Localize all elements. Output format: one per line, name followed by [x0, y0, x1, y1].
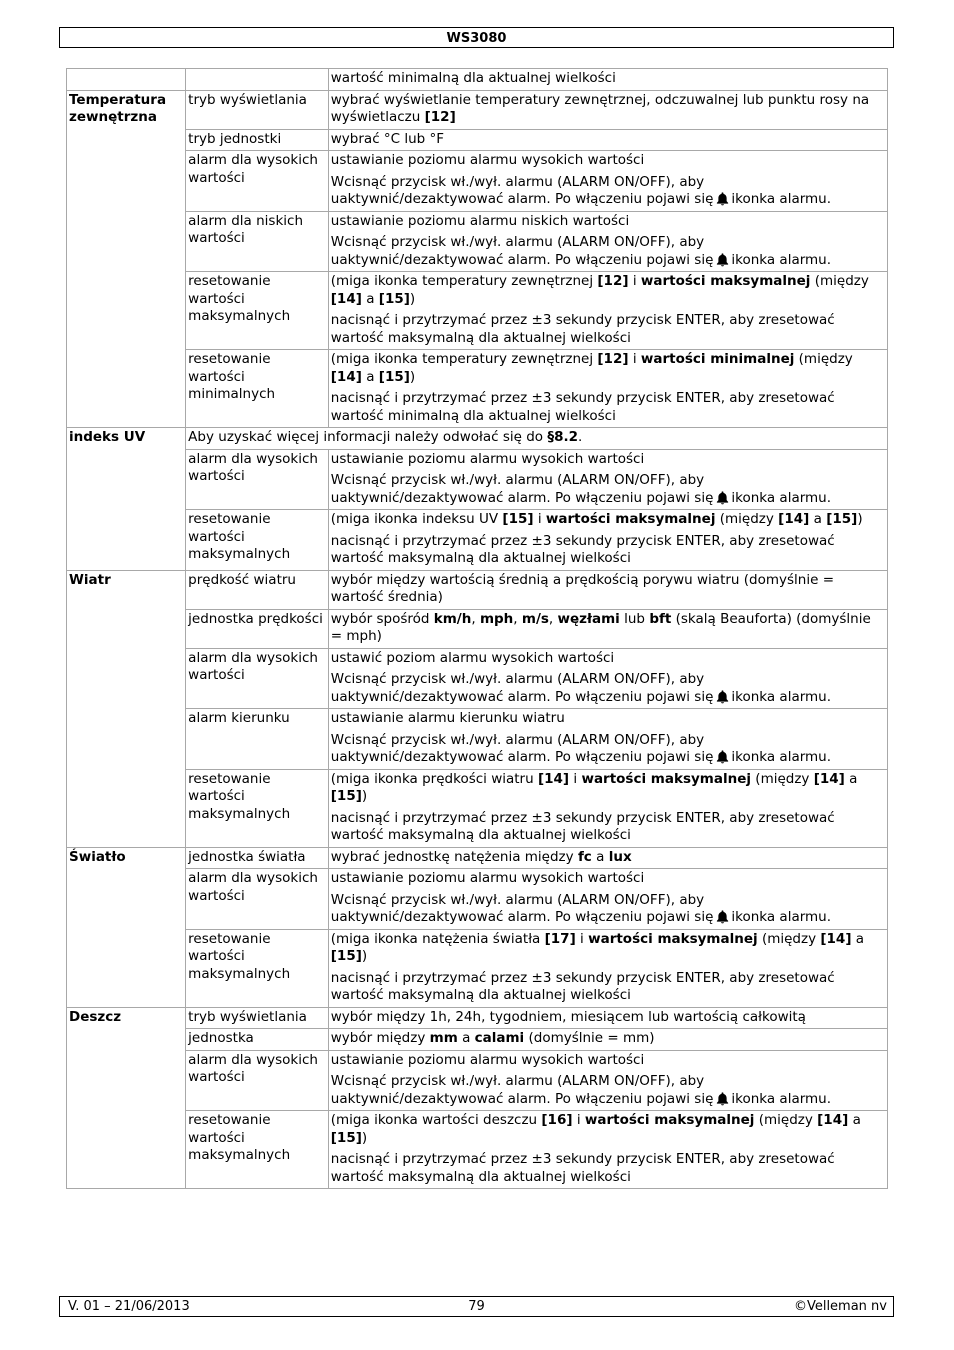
table-row	[67, 709, 888, 770]
desc-text: a	[366, 368, 375, 385]
desc-text: i	[573, 770, 578, 787]
table-row	[67, 1029, 888, 1051]
setting-label: jednostka	[188, 1030, 254, 1046]
table-row	[67, 350, 888, 428]
unit-option: węzłami	[557, 610, 620, 627]
desc-text: wybór między 1h, 24h, tygodniem, miesiącem lub wartością całkowitą	[330, 1008, 806, 1025]
bell-icon	[715, 191, 730, 206]
desc-text: nacisnąć i przytrzymać przez ±3 sekundy przycisk ENTER, aby zresetować	[330, 1151, 835, 1167]
desc-text: ustawianie poziomu alarmu wysokich wartości	[330, 1051, 645, 1068]
desc-text: lub	[624, 610, 646, 627]
description-cell	[328, 1007, 887, 1029]
desc-bold: wartości maksymalnej	[588, 930, 758, 947]
desc-text: a	[855, 930, 865, 947]
desc-text: wybrać °C lub °F	[330, 130, 445, 147]
category-label: Światło	[69, 848, 126, 865]
description-cell	[328, 1029, 887, 1051]
desc-text: .	[578, 429, 583, 445]
desc-text: )	[857, 511, 863, 527]
category-light	[67, 847, 186, 1007]
setting-cell	[186, 929, 329, 1007]
desc-text: (między	[755, 770, 810, 787]
ref-number: [12]	[597, 351, 629, 367]
table-row	[67, 1050, 888, 1111]
setting-label: alarm dla wysokich wartości	[188, 450, 318, 484]
desc-text: (miga ikonka natężenia światła	[330, 930, 541, 947]
ref-number: [15]	[826, 511, 858, 527]
description-cell	[328, 609, 887, 648]
desc-text: )	[409, 290, 416, 307]
table-row	[67, 1111, 888, 1189]
unit-option: bft	[649, 610, 672, 627]
table-row	[67, 129, 888, 151]
bell-icon	[715, 749, 730, 764]
desc-text: i	[632, 273, 637, 289]
desc-text: (między	[798, 351, 853, 367]
description-cell	[328, 510, 887, 571]
desc-text: (miga ikonka prędkości wiatru	[330, 770, 534, 787]
page-number: 79	[468, 1299, 485, 1314]
desc-text: i	[537, 511, 542, 527]
table-row	[67, 769, 888, 847]
desc-text: (miga ikonka temperatury zewnętrznej	[330, 273, 594, 289]
desc-text: Wcisnąć przycisk wł./wył. alarmu (ALARM ON/OFF), aby	[330, 472, 705, 488]
setting-label: alarm dla wysokich wartości	[188, 1051, 318, 1085]
description-cell	[328, 709, 887, 770]
desc-text: (między	[814, 273, 869, 289]
desc-text: nacisnąć i przytrzymać przez ±3 sekundy przycisk ENTER, aby zresetować	[330, 532, 835, 549]
table-row	[67, 648, 888, 709]
desc-text: wartość minimalną dla aktualnej wielkości	[330, 407, 616, 424]
setting-cell	[186, 648, 329, 709]
setting-cell	[186, 151, 329, 212]
desc-text: uaktywnić/dezaktywować alarm. Po włączeniu pojawi się	[330, 191, 714, 207]
setting-label: jednostka światła	[188, 848, 306, 865]
desc-text: ustawianie poziomu alarmu wysokich wartości	[330, 450, 645, 467]
category-label: Deszcz	[69, 1008, 122, 1025]
desc-text: ustawianie poziomu alarmu wysokich wartości	[330, 870, 645, 886]
desc-text: Wcisnąć przycisk wł./wył. alarmu (ALARM ON/OFF), aby	[330, 1073, 705, 1089]
table-row	[67, 90, 888, 129]
desc-text: uaktywnić/dezaktywować alarm. Po włączeniu pojawi się	[330, 909, 714, 925]
setting-label: resetowanie wartości maksymalnych	[188, 770, 291, 822]
desc-text: a	[366, 290, 375, 307]
desc-text: (między	[758, 1112, 813, 1128]
ref-number: [15]	[330, 948, 362, 964]
desc-text: (miga ikonka indeksu UV	[330, 511, 499, 527]
model-title: WS3080	[446, 31, 507, 46]
table-row	[67, 449, 888, 510]
setting-cell	[186, 570, 329, 609]
category-temperature	[67, 90, 186, 428]
ref-number: [14]	[778, 511, 810, 527]
info-cell	[186, 428, 888, 450]
category-label: Temperatura zewnętrzna	[69, 91, 167, 125]
ref-number: [16]	[541, 1112, 573, 1128]
desc-text: wartość maksymalną dla aktualnej wielkości	[330, 1168, 631, 1185]
desc-text: wartość maksymalną dla aktualnej wielkości	[330, 550, 631, 566]
desc-text: wybrać wyświetlanie temperatury zewnętrznej, odczuwalnej lub punktu rosy na wyświetlaczu	[330, 91, 870, 125]
category-label: indeks UV	[69, 429, 146, 445]
bell-icon	[715, 909, 730, 924]
ref-number: [17]	[544, 930, 576, 947]
desc-bold: wartości maksymalnej	[584, 1112, 755, 1128]
category-cell	[67, 69, 186, 91]
desc-text: wybór między wartością średnią a prędkością porywu wiatru (domyślnie = wartość średnia)	[330, 571, 835, 605]
description-cell	[328, 69, 887, 91]
desc-text: nacisnąć i przytrzymać przez ±3 sekundy przycisk ENTER, aby zresetować	[330, 809, 835, 826]
desc-bold: wartości maksymalnej	[581, 770, 751, 787]
desc-text: )	[361, 1129, 368, 1146]
table-row	[67, 69, 888, 91]
description-cell	[328, 1050, 887, 1111]
desc-text: ikonka alarmu.	[731, 688, 832, 705]
category-uv-index	[67, 428, 186, 571]
desc-text: (między	[719, 511, 774, 527]
ref-number: [14]	[817, 1112, 849, 1128]
table-row	[67, 211, 888, 272]
bell-icon	[715, 689, 730, 704]
unit-option: mm	[429, 1030, 458, 1046]
copyright-label: ©Velleman nv	[793, 1299, 887, 1314]
desc-text: wybrać jednostkę natężenia między	[330, 848, 574, 865]
desc-text: (miga ikonka temperatury zewnętrznej	[330, 351, 594, 367]
setting-cell	[186, 211, 329, 272]
desc-text: ustawianie alarmu kierunku wiatru	[330, 710, 565, 726]
setting-cell	[186, 869, 329, 930]
setting-cell	[186, 272, 329, 350]
desc-text: a	[852, 1112, 861, 1128]
desc-text: ikonka alarmu.	[731, 749, 832, 765]
desc-text: a	[596, 848, 605, 865]
bell-icon	[715, 490, 730, 505]
desc-text: nacisnąć i przytrzymać przez ±3 sekundy przycisk ENTER, aby zresetować	[330, 969, 835, 986]
desc-text: a	[849, 770, 858, 787]
unit-option: fc	[577, 848, 592, 865]
desc-text: uaktywnić/dezaktywować alarm. Po włączeniu pojawi się	[330, 251, 714, 268]
desc-text: Wcisnąć przycisk wł./wył. alarmu (ALARM ON/OFF), aby	[330, 891, 705, 908]
table-row	[67, 609, 888, 648]
desc-text: ,	[471, 610, 476, 627]
desc-bold: wartości maksymalnej	[640, 273, 811, 289]
document-footer	[59, 1296, 894, 1317]
ref-number: [15]	[330, 1129, 362, 1146]
ref-number: [15]	[378, 368, 410, 385]
table-row	[67, 847, 888, 869]
desc-text: wartość maksymalną dla aktualnej wielkości	[330, 329, 631, 346]
desc-text: ikonka alarmu.	[731, 909, 832, 925]
description-cell	[328, 929, 887, 1007]
desc-text: (między	[761, 930, 817, 947]
setting-cell	[186, 90, 329, 129]
ref-number: [12]	[424, 109, 456, 125]
category-label: Wiatr	[69, 571, 111, 588]
bell-icon	[715, 1091, 730, 1106]
unit-option: calami	[474, 1030, 525, 1046]
setting-label: alarm dla wysokich wartości	[188, 152, 318, 186]
desc-text: uaktywnić/dezaktywować alarm. Po włączeniu pojawi się	[330, 1090, 714, 1107]
table-row	[67, 570, 888, 609]
desc-text: ikonka alarmu.	[731, 489, 832, 506]
table-row	[67, 272, 888, 350]
setting-cell	[186, 129, 329, 151]
setting-cell	[186, 769, 329, 847]
desc-text: i	[632, 351, 637, 367]
description-cell	[328, 211, 887, 272]
bell-icon	[715, 252, 730, 267]
desc-text: wartość maksymalną dla aktualnej wielkości	[330, 827, 631, 843]
table-row	[67, 428, 888, 450]
description-cell	[328, 648, 887, 709]
table-row	[67, 151, 888, 212]
ref-number: [15]	[502, 511, 534, 527]
setting-cell	[186, 350, 329, 428]
ref-number: [15]	[330, 788, 362, 804]
desc-text: ikonka alarmu.	[731, 191, 832, 207]
desc-bold: wartości minimalnej	[640, 351, 795, 367]
desc-text: ikonka alarmu.	[731, 1090, 832, 1107]
description-cell	[328, 769, 887, 847]
desc-text: wybór spośród	[330, 610, 430, 627]
description-cell	[328, 151, 887, 212]
desc-text: (skalą Beauforta) (domyślnie = mph)	[330, 610, 871, 644]
desc-text: a	[462, 1030, 471, 1046]
description-cell	[328, 350, 887, 428]
setting-label: tryb wyświetlania	[188, 91, 307, 108]
setting-label: resetowanie wartości maksymalnych	[188, 1112, 291, 1163]
section-ref: §8.2	[547, 429, 579, 445]
description-cell	[328, 272, 887, 350]
desc-text: ,	[548, 610, 554, 627]
description-cell	[328, 1111, 887, 1189]
setting-label: resetowanie wartości minimalnych	[188, 351, 276, 402]
desc-text: nacisnąć i przytrzymać przez ±3 sekundy przycisk ENTER, aby zresetować	[330, 312, 835, 328]
setting-label: alarm dla wysokich wartości	[188, 649, 318, 683]
table-row	[67, 929, 888, 1007]
category-wind	[67, 570, 186, 847]
desc-text: ustawić poziom alarmu wysokich wartości	[330, 649, 615, 666]
desc-text: )	[361, 948, 368, 964]
setting-label: tryb wyświetlania	[188, 1008, 307, 1025]
setting-cell	[186, 510, 329, 571]
setting-cell	[186, 609, 329, 648]
ref-number: [15]	[378, 290, 410, 307]
desc-text: Aby uzyskać więcej informacji należy odwołać się do	[188, 429, 544, 445]
desc-text: )	[409, 368, 416, 385]
setting-label: resetowanie wartości maksymalnych	[188, 511, 291, 562]
table-row	[67, 510, 888, 571]
desc-text: ustawianie poziomu alarmu wysokich wartości	[330, 152, 645, 168]
desc-text: uaktywnić/dezaktywować alarm. Po włączeniu pojawi się	[330, 749, 714, 765]
desc-text: Wcisnąć przycisk wł./wył. alarmu (ALARM ON/OFF), aby	[330, 671, 705, 687]
desc-text: ustawianie poziomu alarmu niskich wartości	[330, 212, 630, 229]
desc-text: nacisnąć i przytrzymać przez ±3 sekundy przycisk ENTER, aby zresetować	[330, 390, 835, 406]
desc-text: wybór między	[330, 1030, 426, 1046]
category-rain	[67, 1007, 186, 1189]
setting-label: tryb jednostki	[188, 130, 282, 147]
ref-number: [14]	[537, 770, 570, 787]
unit-option: m/s	[521, 610, 549, 627]
setting-cell	[186, 1050, 329, 1111]
desc-text: i	[576, 1112, 581, 1128]
desc-text: wartość maksymalną dla aktualnej wielkości	[330, 987, 631, 1003]
description-cell	[328, 570, 887, 609]
document-header	[59, 27, 894, 48]
setting-cell	[186, 1029, 329, 1051]
setting-cell	[186, 847, 329, 869]
desc-text: )	[361, 788, 368, 804]
setting-cell	[186, 1007, 329, 1029]
desc-text: ,	[513, 610, 518, 627]
ref-number: [12]	[597, 273, 629, 289]
description-cell	[328, 847, 887, 869]
table-row	[67, 869, 888, 930]
ref-number: [14]	[820, 930, 852, 947]
desc-text: (domyślnie = mm)	[528, 1030, 655, 1046]
desc-text: Wcisnąć przycisk wł./wył. alarmu (ALARM ON/OFF), aby	[330, 234, 705, 250]
desc-text: (miga ikonka wartości deszczu	[330, 1112, 538, 1128]
description-cell	[328, 869, 887, 930]
desc-text: uaktywnić/dezaktywować alarm. Po włączeniu pojawi się	[330, 688, 714, 705]
version-label: V. 01 – 21/06/2013	[68, 1299, 190, 1314]
setting-label: alarm kierunku	[188, 710, 290, 726]
desc-text: ikonka alarmu.	[731, 251, 832, 268]
setting-label: alarm dla wysokich wartości	[188, 870, 318, 904]
desc-text: i	[580, 930, 584, 947]
table-row	[67, 1007, 888, 1029]
ref-number: [14]	[330, 290, 362, 307]
desc-text: uaktywnić/dezaktywować alarm. Po włączeniu pojawi się	[330, 489, 714, 506]
setting-cell	[186, 69, 329, 91]
setting-cell	[186, 1111, 329, 1189]
description-cell	[328, 449, 887, 510]
setting-label: jednostka prędkości	[188, 610, 323, 627]
setting-label: prędkość wiatru	[188, 571, 296, 588]
setting-cell	[186, 449, 329, 510]
ref-number: [14]	[330, 368, 362, 385]
desc-text: wartość minimalną dla aktualnej wielkości	[330, 70, 616, 86]
desc-text: a	[813, 511, 822, 527]
settings-table	[66, 68, 888, 1189]
desc-text: Wcisnąć przycisk wł./wył. alarmu (ALARM ON/OFF), aby	[330, 173, 705, 190]
setting-label: resetowanie wartości maksymalnych	[188, 930, 291, 982]
setting-cell	[186, 709, 329, 770]
description-cell	[328, 129, 887, 151]
unit-option: km/h	[433, 610, 472, 627]
setting-label: alarm dla niskich wartości	[188, 212, 303, 246]
desc-bold: wartości maksymalnej	[545, 511, 716, 527]
unit-option: mph	[479, 610, 514, 627]
ref-number: [14]	[813, 770, 845, 787]
unit-option: lux	[608, 848, 632, 865]
setting-label: resetowanie wartości maksymalnych	[188, 273, 291, 324]
desc-text: Wcisnąć przycisk wł./wył. alarmu (ALARM ON/OFF), aby	[330, 731, 705, 748]
description-cell	[328, 90, 887, 129]
